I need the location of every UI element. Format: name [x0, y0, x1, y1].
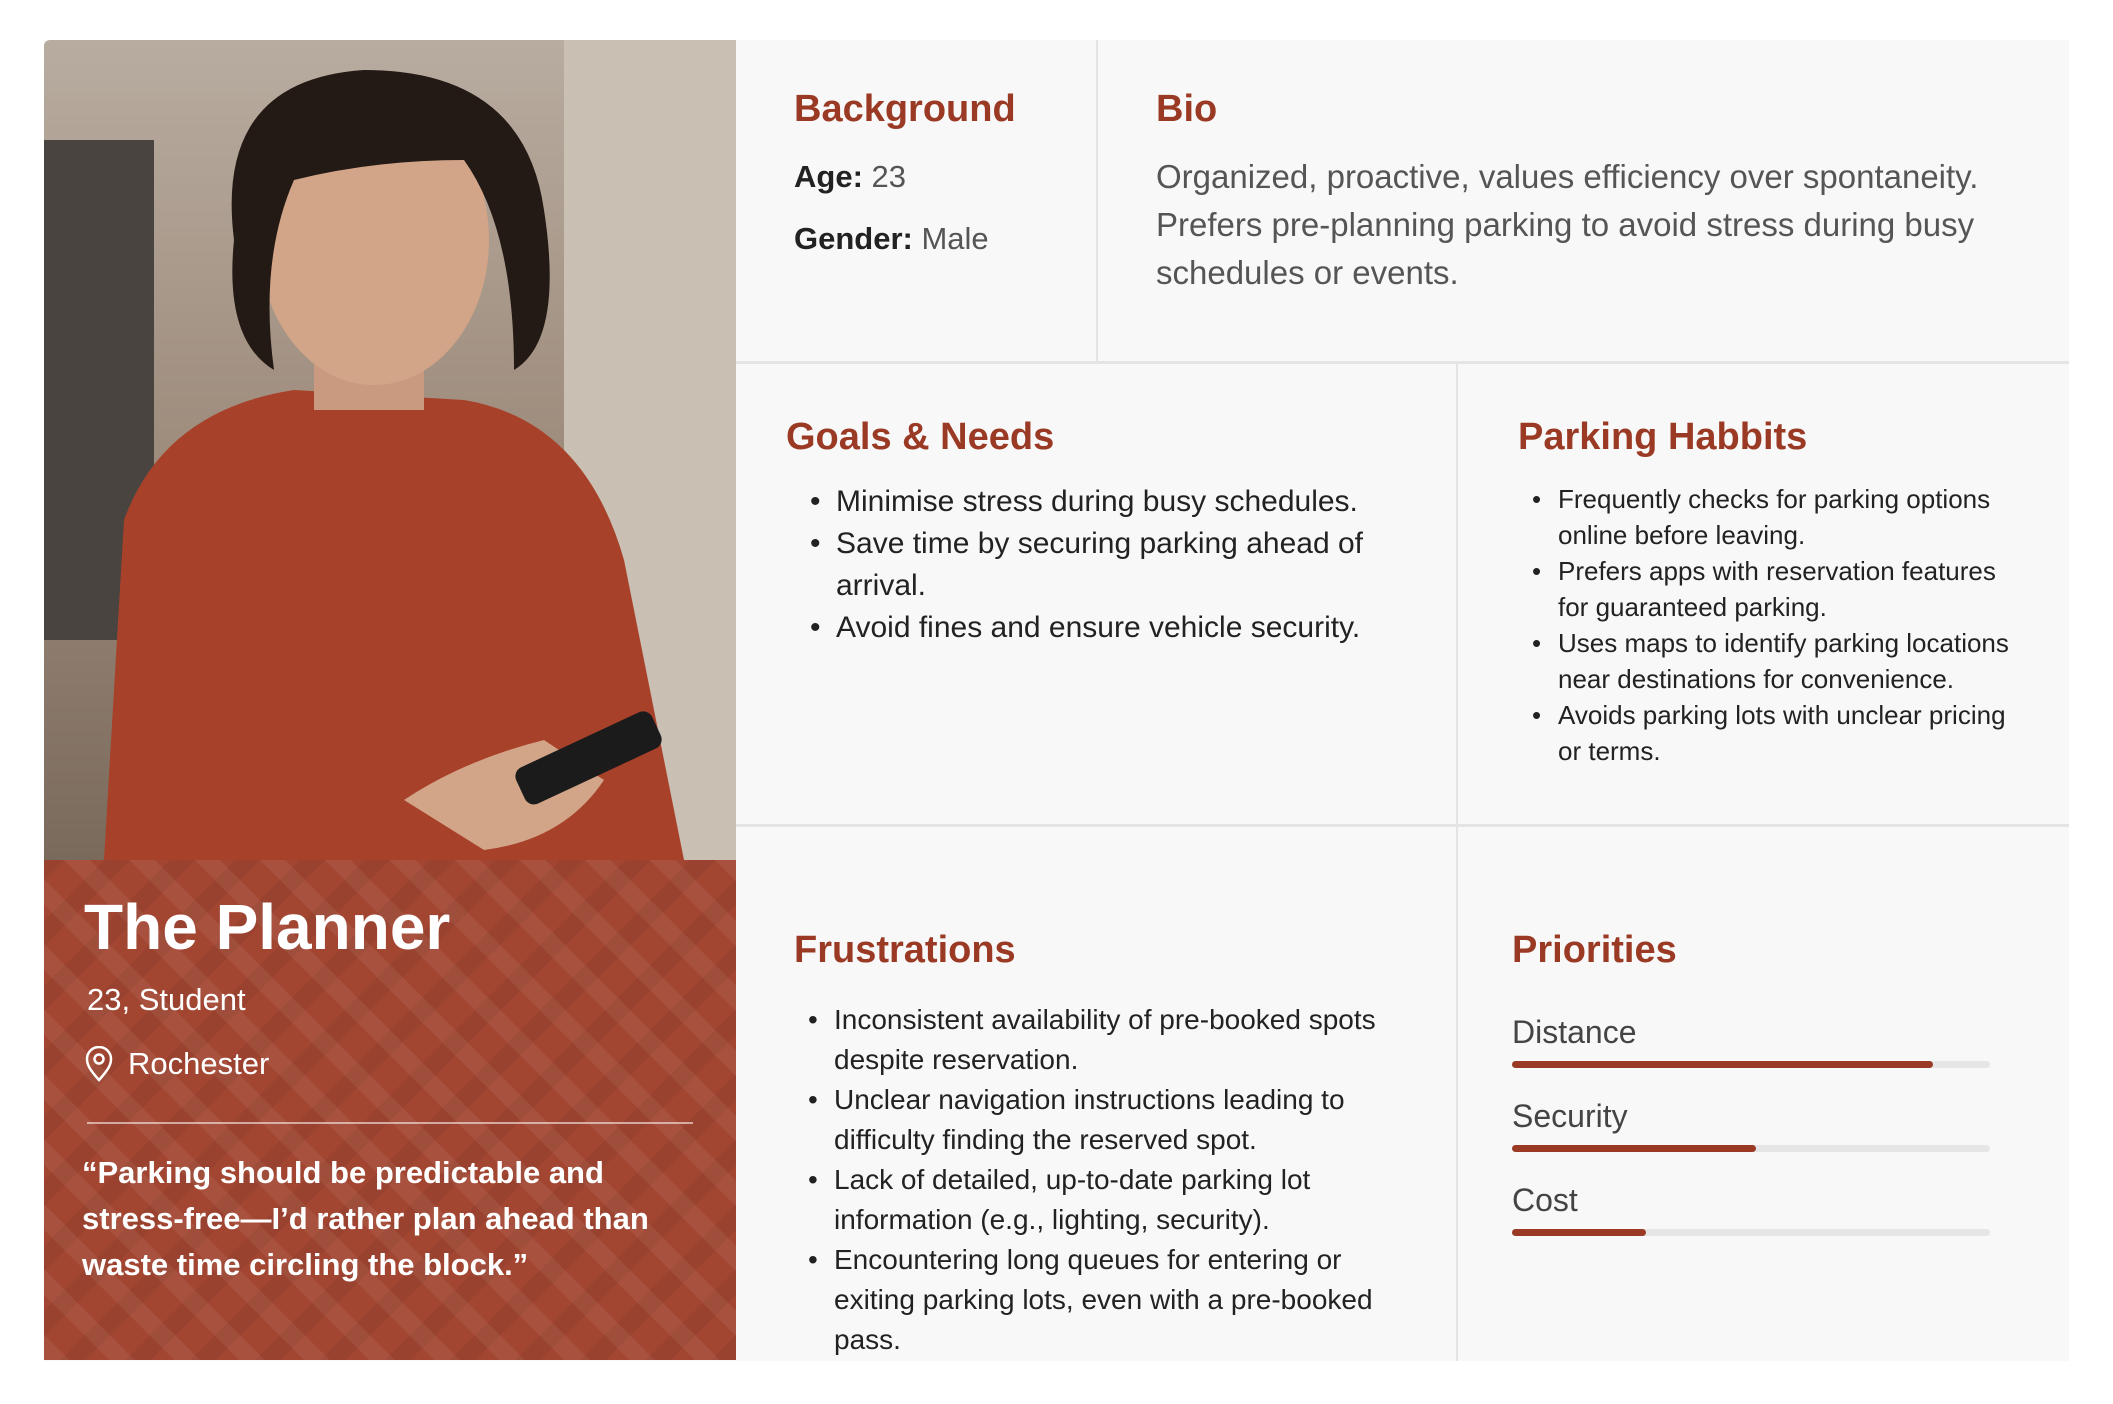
- priority-bar: [1512, 1229, 1990, 1236]
- priority-bar-fill: [1512, 1229, 1646, 1236]
- list-item: • Encountering long queues for entering or exiting parking lots, even with a pre-booked pass.: [802, 1240, 1416, 1360]
- gender-label: Gender:: [794, 221, 913, 256]
- priority-bar-fill: [1512, 1061, 1933, 1068]
- priority-bar: [1512, 1061, 1990, 1068]
- persona-card: [44, 40, 2069, 1361]
- frustrations-title: Frustrations: [794, 929, 1016, 971]
- persona-photo: [44, 40, 736, 860]
- persona-subtitle: 23, Student: [87, 982, 246, 1017]
- background-section: [736, 40, 1098, 364]
- age-row: [794, 159, 1096, 195]
- bio-section: [1098, 40, 2069, 364]
- priority-label: Cost: [1512, 1182, 1578, 1218]
- parking-habits-section: [1458, 364, 2069, 827]
- person-illustration: [44, 40, 736, 860]
- persona-location: [84, 1046, 269, 1082]
- persona-summary-panel: [44, 860, 736, 1360]
- list-item: • Prefers apps with reservation features for guaranteed parking.: [1526, 553, 2029, 625]
- frustrations-list: [794, 1000, 1416, 1360]
- priorities-title: Priorities: [1512, 929, 1677, 971]
- list-item: • Save time by securing parking ahead of arrival.: [804, 523, 1416, 607]
- location-pin-icon: [84, 1046, 114, 1082]
- habits-title: Parking Habbits: [1518, 416, 1808, 458]
- list-item: • Avoids parking lots with unclear pricing or terms.: [1526, 697, 2029, 769]
- list-item: • Minimise stress during busy schedules.: [804, 481, 1416, 523]
- priority-bar: [1512, 1145, 1990, 1152]
- location-text: Rochester: [128, 1046, 270, 1081]
- priority-bar-fill: [1512, 1145, 1756, 1152]
- priorities-section: [1458, 827, 2069, 1361]
- priority-label: Distance: [1512, 1014, 1637, 1050]
- bio-text: Organized, proactive, values efficiency over spontaneity. Prefers pre-planning parking to avoid stress during busy schedules or events.: [1156, 158, 1979, 291]
- habits-list: [1518, 481, 2029, 769]
- list-item: • Lack of detailed, up-to-date parking lot information (e.g., lighting, security).: [802, 1160, 1416, 1240]
- gender-value: Male: [921, 221, 989, 256]
- goals-list: [786, 481, 1416, 649]
- frustrations-section: [736, 827, 1458, 1361]
- priorities-list: [1512, 1014, 2029, 1236]
- goals-section: [736, 364, 1458, 827]
- list-item: • Frequently checks for parking options online before leaving.: [1526, 481, 2029, 553]
- priority-label: Security: [1512, 1098, 1628, 1134]
- persona-quote: “Parking should be predictable and stress-free—I’d rather plan ahead than waste time circling the block.”: [82, 1155, 649, 1282]
- age-label: Age:: [794, 159, 863, 194]
- age-value: 23: [871, 159, 906, 194]
- list-item: • Avoid fines and ensure vehicle security.: [804, 607, 1416, 649]
- bio-title: Bio: [1156, 88, 1218, 130]
- gender-row: [794, 221, 1096, 257]
- background-title: Background: [794, 88, 1016, 130]
- list-item: • Uses maps to identify parking locations near destinations for convenience.: [1526, 625, 2029, 697]
- divider: [87, 1122, 693, 1124]
- goals-title: Goals & Needs: [786, 416, 1055, 458]
- list-item: • Unclear navigation instructions leading to difficulty finding the reserved spot.: [802, 1080, 1416, 1160]
- list-item: • Inconsistent availability of pre-booked spots despite reservation.: [802, 1000, 1416, 1080]
- persona-name: The Planner: [84, 891, 451, 963]
